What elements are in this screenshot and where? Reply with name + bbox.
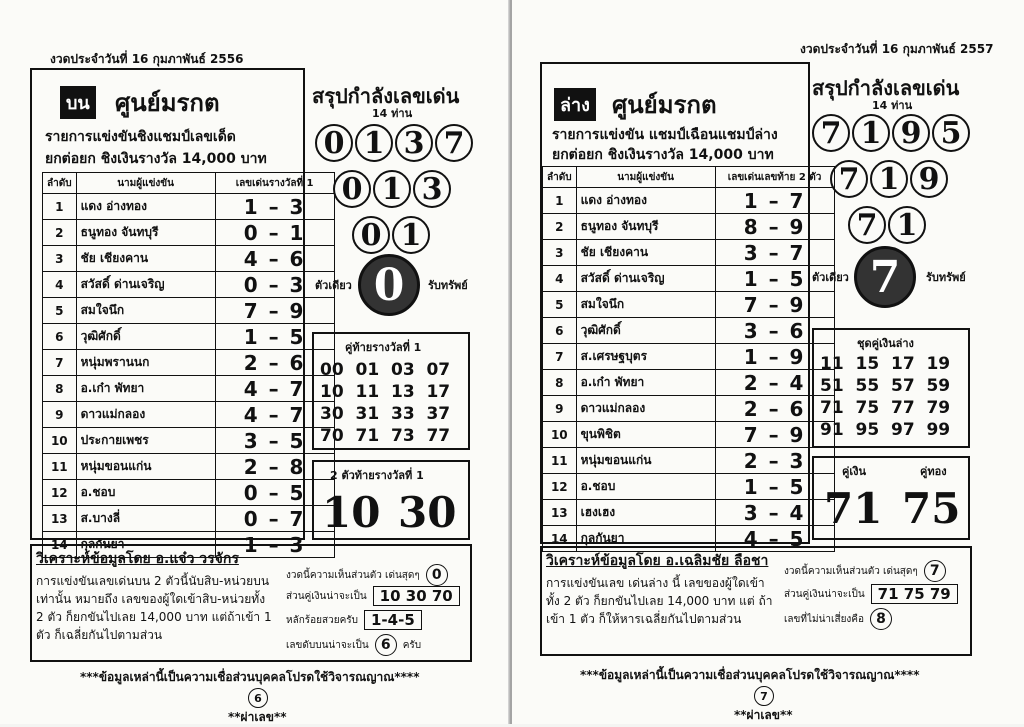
form-label: ส่วนคู่เงินน่าจะเป็น: [286, 590, 367, 602]
right-page: [512, 0, 1024, 724]
summary-subtitle: 14 ท่าน: [872, 99, 913, 112]
form-label: เลขที่ไม่น่าเสี่ยงคือ: [784, 613, 865, 625]
digit-circle: 1: [392, 216, 430, 254]
name-cell: ส.เศรษฐบุตร: [576, 344, 715, 370]
digit-circle: 1: [355, 124, 393, 162]
form-row-best: [784, 560, 946, 582]
rank-cell: 8: [543, 370, 577, 396]
pair-cell: 7 – 9: [215, 298, 334, 324]
table-row: [543, 500, 835, 526]
rank-cell: 3: [543, 240, 577, 266]
rank-cell: 6: [43, 324, 77, 350]
summary-title: สรุปกำลังเลขเด่น: [312, 84, 460, 108]
col-header-pair: เลขเด่นรางวัลที่ 1: [215, 173, 334, 194]
left-page: [0, 0, 510, 724]
single-digit: 0: [358, 254, 420, 316]
analysis-text: การแข่งขันเลขเด่นบน 2 ตัวนี้นับสิบ-หน่วยบน เท่านั้น หมายถึง เลขของผู้ใดเข้าสิบ-หน่วยทั้ง 2 ตัว ก็ยกขันไปเลย 14,000 บาท แต่ถ้าเข้า 1 ตัว ก็เฉลี่ยกันไปตามส่วน: [36, 574, 272, 642]
pair-cell: 7 – 9: [715, 422, 834, 448]
pair-cell: 3 – 7: [715, 240, 834, 266]
brand-title: ศูนย์มรกต: [612, 91, 717, 119]
name-cell: วุฒิศักดิ์: [576, 318, 715, 344]
two-digit-a: 10: [322, 488, 381, 537]
disclaimer: ***ข้อมูลเหล่านี้เป็นความเชื่อส่วนบุคคลโปรดใช้วิจารณญาณ****: [580, 668, 920, 682]
table-row: [43, 324, 335, 350]
name-cell: อ.ชอบ: [76, 480, 215, 506]
pair-cell: 0 – 3: [215, 272, 334, 298]
pair-cell: 2 – 8: [215, 454, 334, 480]
gold-label: คู่ทอง: [920, 465, 947, 478]
grid-row: 11 15 17 19: [820, 354, 951, 374]
form-value: 1-4-5: [364, 610, 422, 630]
name-cell: เฮงเฮง: [576, 500, 715, 526]
single-digit: 7: [854, 246, 916, 308]
page-number: 6: [248, 688, 268, 708]
pair-cell: 1 – 3: [215, 532, 334, 558]
grid-row: 00 01 03 07: [320, 360, 451, 380]
table-row: [543, 240, 835, 266]
disclaimer: ***ข้อมูลเหล่านี้เป็นความเชื่อส่วนบุคคลโปรดใช้วิจารณญาณ****: [80, 670, 420, 684]
pair-cell: 1 – 5: [215, 324, 334, 350]
summary-title: สรุปกำลังเลขเด่น: [812, 76, 960, 100]
digit-circle: 7: [830, 160, 868, 198]
table-row: [543, 474, 835, 500]
rank-cell: 10: [43, 428, 77, 454]
two-digit-b: 30: [398, 488, 457, 537]
name-cell: หนุ่มพรานนก: [76, 350, 215, 376]
rank-cell: 11: [543, 448, 577, 474]
single-label: ตัวเดียว: [812, 271, 849, 284]
form-row-pairs: [784, 584, 958, 604]
table-row: [43, 402, 335, 428]
name-cell: อ.เก๋า พัทยา: [76, 376, 215, 402]
rank-cell: 1: [543, 188, 577, 214]
grid-row: 10 11 13 17: [320, 382, 451, 402]
col-header-pair: เลขเด่นเลขท้าย 2 ตัว: [715, 167, 834, 188]
form-value: 7: [924, 560, 946, 582]
pair-cell: 1 – 5: [715, 474, 834, 500]
table-row: [43, 220, 335, 246]
name-cell: ชัย เชียงคาน: [76, 246, 215, 272]
contest-title: รายการแข่งขันชิงแชมป์เลขเด็ด: [45, 129, 236, 145]
rank-cell: 13: [543, 500, 577, 526]
table-row: [543, 422, 835, 448]
pair-cell: 4 – 5: [715, 526, 834, 552]
name-cell: อ.ชอบ: [576, 474, 715, 500]
analysis-title: วิเคราะห์ข้อมูลโดย อ.แจ๋ว วรจักร: [36, 551, 239, 567]
circle-row: [812, 114, 970, 152]
rank-cell: 7: [543, 344, 577, 370]
single-label: ตัวเดียว: [315, 279, 352, 292]
table-row: [43, 480, 335, 506]
table-row: [43, 272, 335, 298]
circle-row: [848, 206, 926, 244]
rank-cell: 14: [543, 526, 577, 552]
table-row: [43, 506, 335, 532]
name-cell: ส.บางลี่: [76, 506, 215, 532]
form-label: ส่วนคู่เงินน่าจะเป็น: [784, 588, 865, 600]
name-cell: ธนูทอง จันทบุรี: [576, 214, 715, 240]
table-row: [43, 376, 335, 402]
digit-circle: 9: [910, 160, 948, 198]
form-label: งวดนี้ความเห็นส่วนตัว เด่นสุดๆ: [286, 569, 420, 581]
analysis-text: การแข่งขันเลข เด่นล่าง นี้ เลขของผู้ใดเข้า ทั้ง 2 ตัว ก็ยกขันไปเลย 14,000 บาท แต่ ถ้าเข้า 1 ตัว ก็ให้หารเฉลี่ยกันไปตามส่วน: [546, 576, 773, 626]
pair-cell: 4 – 7: [215, 402, 334, 428]
name-cell: หนุ่มขอนแก่น: [76, 454, 215, 480]
rank-cell: 5: [543, 292, 577, 318]
form-row-best: [286, 564, 448, 586]
digit-circle: 7: [848, 206, 886, 244]
table-row: [543, 292, 835, 318]
table-row: [43, 246, 335, 272]
table-row: [543, 344, 835, 370]
rank-cell: 4: [543, 266, 577, 292]
name-cell: สวัสดิ์ ด่านเจริญ: [76, 272, 215, 298]
name-cell: กุลกันยา: [76, 532, 215, 558]
digit-circle: 1: [870, 160, 908, 198]
grid-title: ชุดคู่เงินล่าง: [857, 337, 914, 350]
form-row-pairs: [286, 586, 460, 606]
pair-cell: 3 – 5: [215, 428, 334, 454]
prize-line: ยกต่อยก ชิงเงินรางวัล 14,000 บาท: [45, 151, 267, 167]
circle-row: [352, 216, 430, 254]
col-header-rank: ลำดับ: [43, 173, 77, 194]
rank-cell: 11: [43, 454, 77, 480]
form-tail: ครับ: [402, 639, 422, 651]
name-cell: แดง อ่างทอง: [76, 194, 215, 220]
name-cell: วุฒิศักดิ์: [76, 324, 215, 350]
summary-subtitle: 14 ท่าน: [372, 107, 413, 120]
name-cell: ชัย เชียงคาน: [576, 240, 715, 266]
rank-cell: 3: [43, 246, 77, 272]
page-number: 7: [754, 686, 774, 706]
table-row: [543, 214, 835, 240]
rank-cell: 9: [43, 402, 77, 428]
pair-cell: 0 – 7: [215, 506, 334, 532]
grid-row: 30 31 33 37: [320, 404, 451, 424]
two-digit-title: 2 ตัวท้ายรางวัลที่ 1: [330, 469, 424, 482]
table-row: [43, 194, 335, 220]
table-row: [543, 266, 835, 292]
rank-cell: 6: [543, 318, 577, 344]
rank-cell: 12: [543, 474, 577, 500]
section-tag: ล่าง: [554, 88, 596, 121]
digit-circle: 1: [373, 170, 411, 208]
table-row: [543, 448, 835, 474]
name-cell: หนุ่มขอนแก่น: [576, 448, 715, 474]
col-header-name: นามผู้แข่งขัน: [576, 167, 715, 188]
pair-cell: 3 – 4: [715, 500, 834, 526]
pair-cell: 1 – 9: [715, 344, 834, 370]
pair-cell: 2 – 4: [715, 370, 834, 396]
pair-cell: 1 – 7: [715, 188, 834, 214]
table-row: [43, 428, 335, 454]
circle-row: [315, 124, 473, 162]
col-header-rank: ลำดับ: [543, 167, 577, 188]
page-header: งวดประจำวันที่ 16 กุมภาพันธ์ 2556: [50, 52, 244, 66]
form-label: หลักร้อยสวยครับ: [286, 614, 358, 626]
tail-label: **ผ่าเลข**: [734, 708, 793, 722]
form-label: งวดนี้ความเห็นส่วนตัว เด่นสุดๆ: [784, 565, 918, 577]
rank-cell: 2: [543, 214, 577, 240]
digit-circle: 3: [413, 170, 451, 208]
name-cell: ดาวแม่กลอง: [76, 402, 215, 428]
pair-cell: 8 – 9: [715, 214, 834, 240]
digit-circle: 1: [888, 206, 926, 244]
rich-label: รับทรัพย์: [428, 279, 468, 292]
digit-circle: 0: [352, 216, 390, 254]
section-tag: บน: [60, 86, 96, 119]
table-row: [43, 298, 335, 324]
table-row: [43, 350, 335, 376]
digit-circle: 0: [315, 124, 353, 162]
rank-cell: 14: [43, 532, 77, 558]
form-value: 8: [870, 608, 892, 630]
digit-circle: 5: [932, 114, 970, 152]
pair-cell: 1 – 3: [215, 194, 334, 220]
rank-cell: 9: [543, 396, 577, 422]
table-row: [543, 188, 835, 214]
rank-cell: 13: [43, 506, 77, 532]
table-row: [543, 396, 835, 422]
pair-cell: 2 – 3: [715, 448, 834, 474]
form-row-dead: [286, 634, 421, 656]
form-row-hundreds: [286, 610, 422, 630]
pair-cell: 3 – 6: [715, 318, 834, 344]
rank-cell: 4: [43, 272, 77, 298]
rank-cell: 5: [43, 298, 77, 324]
table-row: [43, 454, 335, 480]
table-row: [543, 370, 835, 396]
name-cell: ประกายเพชร: [76, 428, 215, 454]
pair-cell: 4 – 6: [215, 246, 334, 272]
form-label: เลขดับบนน่าจะเป็น: [286, 639, 369, 651]
digit-circle: 1: [852, 114, 890, 152]
pair-cell: 0 – 1: [215, 220, 334, 246]
form-value: 10 30 70: [373, 586, 460, 606]
table-row: [543, 318, 835, 344]
name-cell: สวัสดิ์ ด่านเจริญ: [576, 266, 715, 292]
form-value: 6: [375, 634, 397, 656]
rank-cell: 8: [43, 376, 77, 402]
name-cell: กุลกันยา: [576, 526, 715, 552]
ranking-table: [42, 172, 335, 558]
digit-circle: 7: [812, 114, 850, 152]
ranking-table: [542, 166, 835, 552]
digit-circle: 0: [333, 170, 371, 208]
gold-value: 75: [902, 484, 961, 533]
digit-circle: 3: [395, 124, 433, 162]
name-cell: ดาวแม่กลอง: [576, 396, 715, 422]
analysis-title: วิเคราะห์ข้อมูลโดย อ.เฉลิมชัย ลือชา: [546, 553, 769, 569]
col-header-name: นามผู้แข่งขัน: [76, 173, 215, 194]
prize-line: ยกต่อยก ชิงเงินรางวัล 14,000 บาท: [552, 147, 774, 163]
rank-cell: 10: [543, 422, 577, 448]
rank-cell: 2: [43, 220, 77, 246]
circle-row: [333, 170, 451, 208]
rank-cell: 7: [43, 350, 77, 376]
name-cell: อ.เก๋า พัทยา: [576, 370, 715, 396]
name-cell: ธนูทอง จันทบุรี: [76, 220, 215, 246]
digit-circle: 7: [435, 124, 473, 162]
contest-title: รายการแข่งขัน แชมป์เฉือนแชมป์ล่าง: [552, 127, 778, 143]
form-value: 71 75 79: [871, 584, 958, 604]
name-cell: สมใจนึก: [76, 298, 215, 324]
page-header: งวดประจำวันที่ 16 กุมภาพันธ์ 2557: [800, 42, 994, 56]
tail-label: **ผ่าเลข**: [228, 710, 287, 724]
pair-cell: 2 – 6: [215, 350, 334, 376]
grid-row: 91 95 97 99: [820, 420, 951, 440]
name-cell: ขุนพิชิต: [576, 422, 715, 448]
pair-cell: 4 – 7: [215, 376, 334, 402]
digit-circle: 9: [892, 114, 930, 152]
grid-row: 51 55 57 59: [820, 376, 951, 396]
rich-label: รับทรัพย์: [926, 271, 966, 284]
pair-cell: 1 – 5: [715, 266, 834, 292]
money-label: คู่เงิน: [842, 465, 867, 478]
form-row-avoid: [784, 608, 892, 630]
name-cell: สมใจนึก: [576, 292, 715, 318]
money-value: 71: [824, 484, 883, 533]
grid-row: 71 75 77 79: [820, 398, 951, 418]
grid-title: คู่ท้ายรางวัลที่ 1: [345, 341, 422, 354]
form-value: 0: [426, 564, 448, 586]
grid-row: 70 71 73 77: [320, 426, 451, 446]
pair-cell: 7 – 9: [715, 292, 834, 318]
pair-cell: 2 – 6: [715, 396, 834, 422]
brand-title: ศูนย์มรกต: [115, 89, 220, 117]
rank-cell: 1: [43, 194, 77, 220]
name-cell: แดง อ่างทอง: [576, 188, 715, 214]
circle-row: [830, 160, 948, 198]
rank-cell: 12: [43, 480, 77, 506]
pair-cell: 0 – 5: [215, 480, 334, 506]
